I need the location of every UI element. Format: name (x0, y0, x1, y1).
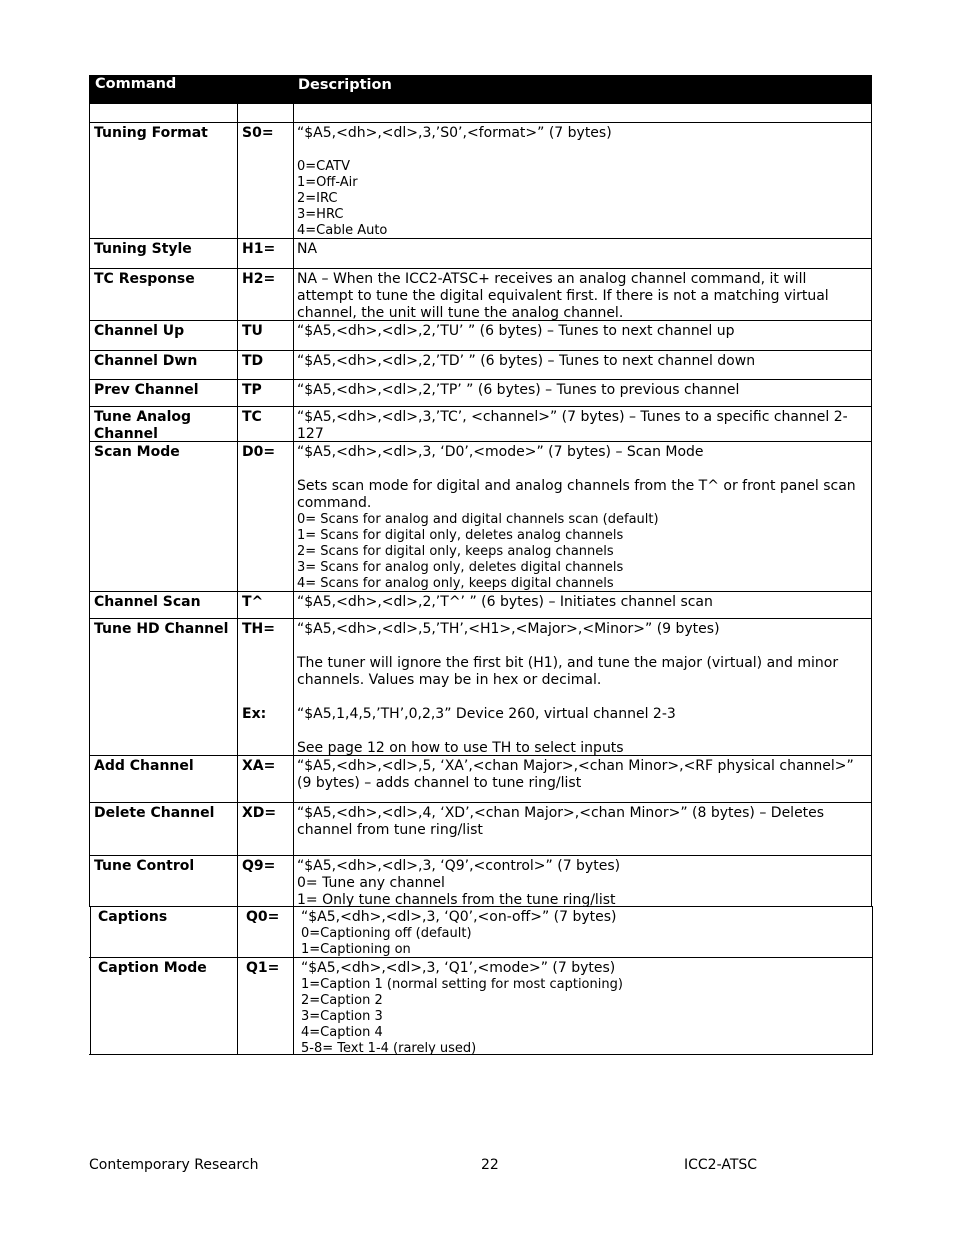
table-rule (293, 755, 294, 802)
command-name: Tune Analog (94, 409, 192, 425)
table-rule (293, 957, 294, 1054)
command-code: Q9= (242, 858, 276, 874)
table-rule (89, 122, 90, 238)
table-rule (89, 406, 872, 407)
description-line: attempt to tune the digital equivalent first. If there is not a matching virtual (297, 288, 829, 304)
table-rule (89, 618, 90, 755)
table-rule (237, 618, 238, 755)
table-rule (237, 238, 238, 268)
header-description: Description (298, 77, 392, 93)
table-rule (89, 406, 90, 441)
table-rule (293, 441, 294, 591)
command-name: Tuning Format (94, 125, 208, 141)
description-line: 0= Scans for analog and digital channels scan (default) (297, 512, 659, 527)
table-rule (89, 268, 872, 269)
command-name: Channel Dwn (94, 353, 198, 369)
command-code: D0= (242, 444, 276, 460)
command-code: TP (242, 382, 262, 398)
description-line: The tuner will ignore the first bit (H1), and tune the major (virtual) and minor (297, 655, 839, 671)
table-rule (89, 320, 90, 350)
command-code: TD (242, 353, 264, 369)
table-rule (871, 238, 872, 268)
table-rule (237, 441, 238, 591)
command-code: S0= (242, 125, 274, 141)
description-line: channel from tune ring/list (297, 822, 483, 838)
description-line: “$A5,<dh>,<dl>,3, ‘Q0’,<on-off>” (7 bytes) (301, 909, 617, 925)
command-code: T^ (242, 594, 264, 610)
command-name: Channel Scan (94, 594, 201, 610)
description-line: 127 (297, 426, 324, 442)
table-rule (89, 268, 90, 320)
table-rule (293, 855, 294, 906)
description-line: 3= Scans for analog only, deletes digital channels (297, 560, 624, 575)
description-line: channel, the unit will tune the analog channel. (297, 305, 624, 321)
description-line: “$A5,<dh>,<dl>,5, ‘XA’,<chan Major>,<chan Minor>,<RF physical channel>” (297, 758, 854, 774)
description-line: 1= Only tune channels from the tune ring/list (297, 892, 616, 908)
table-rule (89, 441, 872, 442)
header-command: Command (95, 76, 177, 92)
command-code: XD= (242, 805, 277, 821)
table-rule (89, 441, 90, 591)
description-line: 4=Caption 4 (301, 1025, 383, 1040)
description-line: “$A5,<dh>,<dl>,2,’TD’ ” (6 bytes) – Tunes to next channel down (297, 353, 756, 369)
description-line: “$A5,<dh>,<dl>,5,’TH’,<H1>,<Major>,<Minor>” (9 bytes) (297, 621, 720, 637)
description-line: 4=Cable Auto (297, 223, 388, 238)
table-rule (871, 591, 872, 618)
description-line: “$A5,<dh>,<dl>,3,’S0’,<format>” (7 bytes) (297, 125, 612, 141)
table-rule (872, 957, 873, 1054)
table-rule (237, 406, 238, 441)
table-rule (90, 906, 91, 957)
description-line: channels. Values may be in hex or decimal. (297, 672, 602, 688)
command-name: Scan Mode (94, 444, 180, 460)
table-rule (237, 855, 238, 906)
command-name: Captions (98, 909, 168, 925)
command-code: XA= (242, 758, 276, 774)
table-rule (237, 802, 238, 855)
table-rule (293, 406, 294, 441)
description-line: 2= Scans for digital only, keeps analog channels (297, 544, 614, 559)
description-line: 2=IRC (297, 191, 338, 206)
table-rule (89, 379, 90, 406)
description-line: “$A5,<dh>,<dl>,2,’T^’ ” (6 bytes) – Initiates channel scan (297, 594, 713, 610)
table-rule (89, 802, 90, 855)
table-rule (89, 122, 872, 123)
description-line: 0= Tune any channel (297, 875, 445, 891)
table-rule (89, 618, 872, 619)
table-rule (89, 350, 872, 351)
footer-product: ICC2-ATSC (684, 1157, 758, 1173)
table-rule (237, 957, 238, 1054)
description-line: 5-8= Text 1-4 (rarely used) (301, 1041, 477, 1056)
table-header-bar (89, 75, 872, 104)
table-rule (237, 122, 238, 238)
description-line: 4= Scans for analog only, keeps digital channels (297, 576, 614, 591)
description-line: “$A5,<dh>,<dl>,3, ‘Q1’,<mode>” (7 bytes) (301, 960, 616, 976)
table-rule (89, 802, 872, 803)
footer-page-number: 22 (481, 1157, 499, 1173)
table-rule (871, 802, 872, 855)
table-rule (871, 618, 872, 755)
description-line: “$A5,<dh>,<dl>,3, ‘Q9’,<control>” (7 bytes) (297, 858, 621, 874)
description-line: 1=Captioning on (301, 942, 411, 957)
table-rule (89, 1054, 873, 1055)
description-line: (9 bytes) – adds channel to tune ring/list (297, 775, 582, 791)
command-code: TH= (242, 621, 275, 637)
table-rule (293, 350, 294, 379)
description-line: See page 12 on how to use TH to select inputs (297, 740, 624, 756)
command-name: Add Channel (94, 758, 194, 774)
command-name: Caption Mode (98, 960, 207, 976)
table-rule (89, 591, 90, 618)
table-rule (871, 406, 872, 441)
table-rule (872, 906, 873, 957)
description-line: 2=Caption 2 (301, 993, 383, 1008)
table-rule (237, 591, 238, 618)
description-line: “$A5,1,4,5,’TH’,0,2,3” Device 260, virtual channel 2-3 (297, 706, 676, 722)
table-rule (237, 755, 238, 802)
command-code: Q1= (246, 960, 280, 976)
table-rule (293, 618, 294, 755)
description-line: Sets scan mode for digital and analog channels from the T^ or front panel scan (297, 478, 856, 494)
table-rule (871, 441, 872, 591)
description-line: NA (297, 241, 318, 257)
table-rule (89, 238, 90, 268)
table-rule (871, 379, 872, 406)
table-rule (89, 855, 872, 856)
table-rule (293, 122, 294, 238)
command-example-label: Ex: (242, 706, 267, 722)
description-line: 0=Captioning off (default) (301, 926, 472, 941)
description-line: “$A5,<dh>,<dl>,3, ‘D0’,<mode>” (7 bytes) – Scan Mode (297, 444, 704, 460)
table-rule (90, 957, 91, 1054)
description-line: NA – When the ICC2-ATSC+ receives an analog channel command, it will (297, 271, 807, 287)
table-rule (237, 104, 238, 122)
table-rule (237, 906, 238, 957)
table-rule (89, 957, 873, 958)
description-line: “$A5,<dh>,<dl>,2,’TU’ ” (6 bytes) – Tunes to next channel up (297, 323, 735, 339)
footer-company: Contemporary Research (89, 1157, 259, 1173)
table-rule (293, 591, 294, 618)
table-rule (871, 268, 872, 320)
table-rule (871, 855, 872, 906)
table-rule (293, 238, 294, 268)
command-code: TC (242, 409, 262, 425)
description-line: 1=Caption 1 (normal setting for most captioning) (301, 977, 623, 992)
table-rule (293, 320, 294, 350)
command-name: Prev Channel (94, 382, 199, 398)
table-rule (89, 238, 872, 239)
description-line: command. (297, 495, 372, 511)
description-line: 0=CATV (297, 159, 350, 174)
table-rule (89, 755, 90, 802)
table-rule (871, 755, 872, 802)
table-rule (89, 379, 872, 380)
description-line: 3=HRC (297, 207, 344, 222)
command-code: H2= (242, 271, 276, 287)
description-line: 1= Scans for digital only, deletes analog channels (297, 528, 624, 543)
table-rule (293, 379, 294, 406)
table-rule (237, 379, 238, 406)
command-name: Tune Control (94, 858, 195, 874)
description-line: “$A5,<dh>,<dl>,2,’TP’ ” (6 bytes) – Tunes to previous channel (297, 382, 740, 398)
table-rule (871, 320, 872, 350)
command-name: Channel (94, 426, 158, 442)
command-name: Channel Up (94, 323, 185, 339)
description-line: “$A5,<dh>,<dl>,3,’TC’, <channel>” (7 bytes) – Tunes to a specific channel 2- (297, 409, 848, 425)
table-rule (871, 350, 872, 379)
command-code: TU (242, 323, 263, 339)
description-line: “$A5,<dh>,<dl>,4, ‘XD’,<chan Major>,<chan Minor>” (8 bytes) – Deletes (297, 805, 825, 821)
table-rule (293, 268, 294, 320)
command-name: TC Response (94, 271, 195, 287)
table-rule (237, 320, 238, 350)
command-code: H1= (242, 241, 276, 257)
table-rule (237, 268, 238, 320)
command-name: Delete Channel (94, 805, 215, 821)
table-rule (871, 104, 872, 122)
table-rule (89, 104, 90, 122)
table-rule (89, 855, 90, 906)
command-name: Tune HD Channel (94, 621, 229, 637)
command-code: Q0= (246, 909, 280, 925)
table-rule (237, 350, 238, 379)
command-name: Tuning Style (94, 241, 192, 257)
table-rule (293, 802, 294, 855)
description-line: 1=Off-Air (297, 175, 358, 190)
table-rule (293, 104, 294, 122)
table-rule (89, 350, 90, 379)
table-rule (871, 122, 872, 238)
description-line: 3=Caption 3 (301, 1009, 383, 1024)
table-rule (293, 906, 294, 957)
